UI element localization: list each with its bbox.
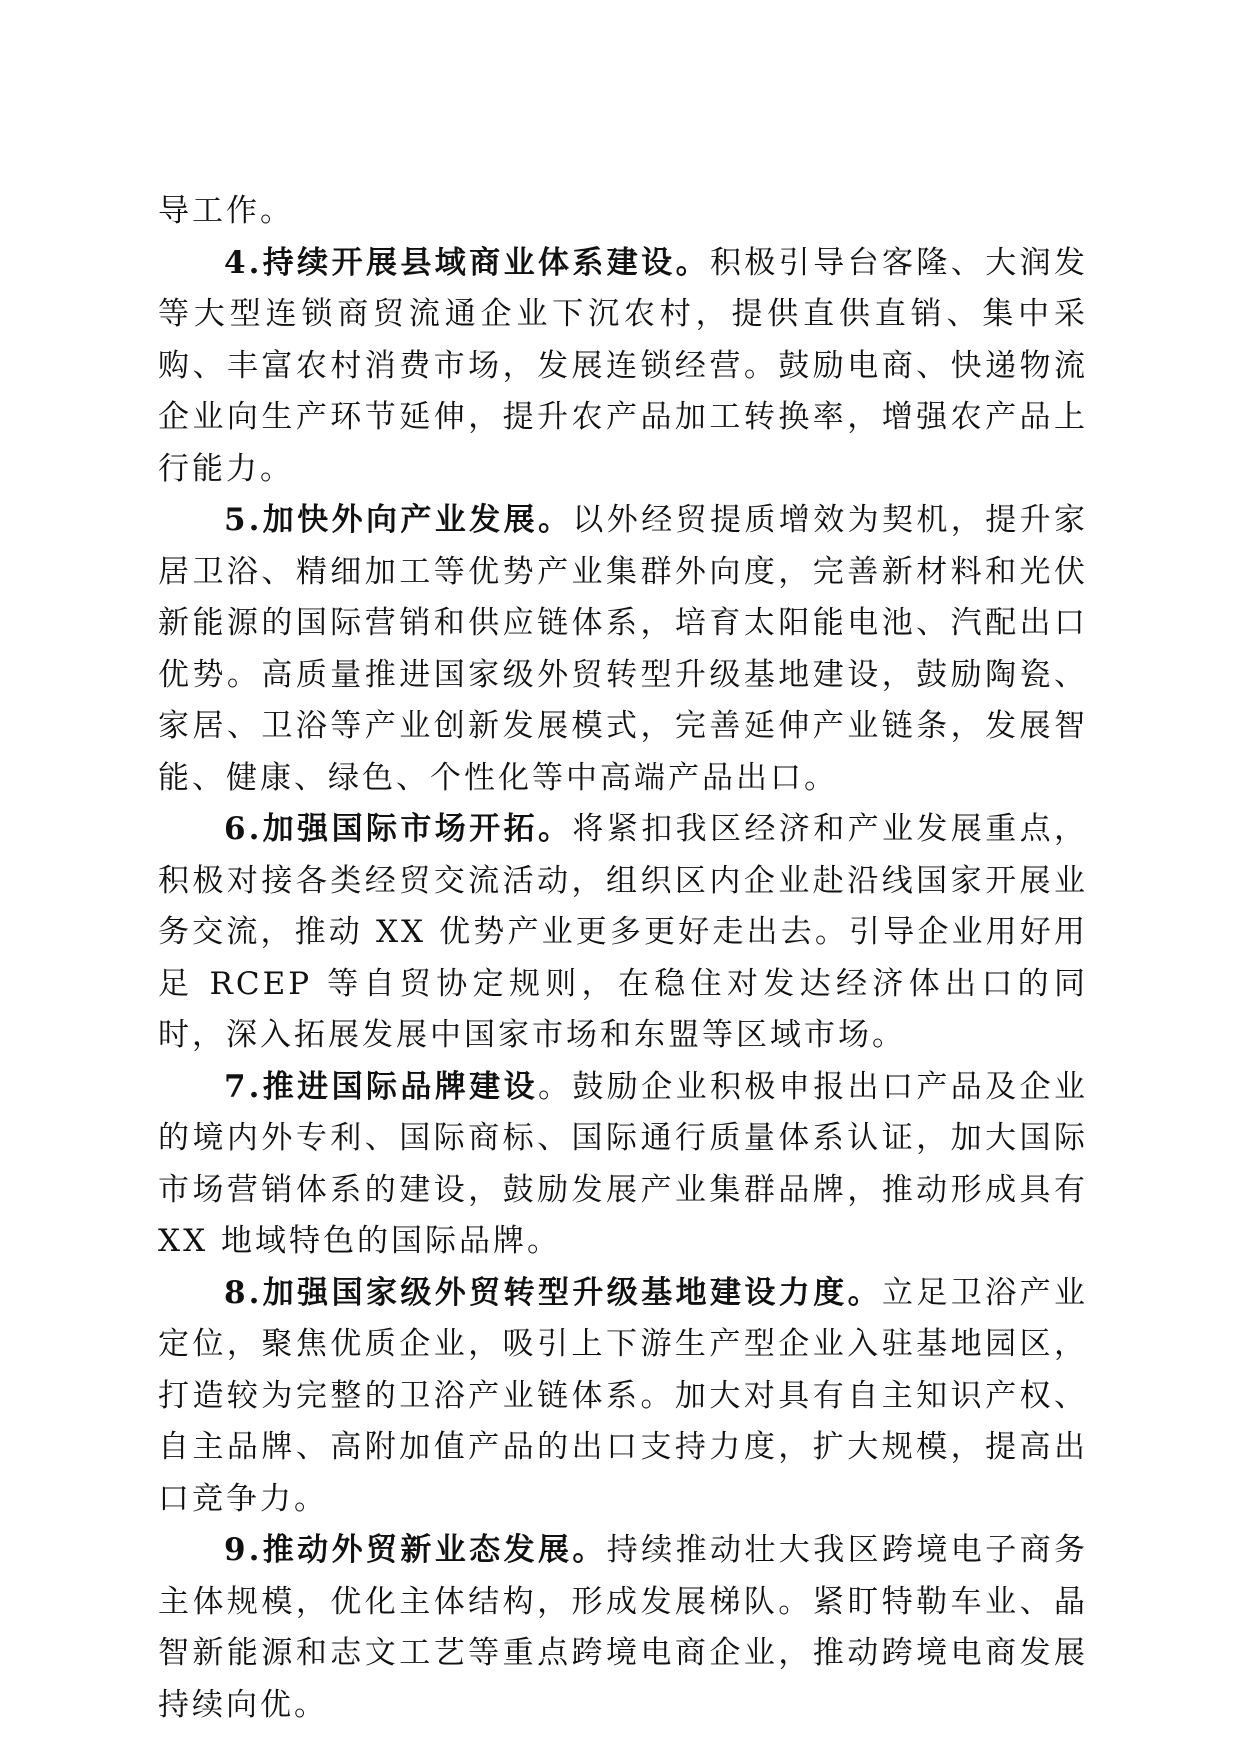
item-9-body: 持续推动壮大我区跨境电子商务主体规模，优化主体结构，形成发展梯队。紧盯特勒车业、晶智新能源和志文工艺等重点跨境电商企业，推动跨境电商发展持续向优。 bbox=[158, 1532, 1089, 1723]
item-8-body: 立足卫浴产业定位，聚焦优质企业，吸引上下游生产型企业入驻基地园区，打造较为完整的卫浴产业链体系。加大对具有自主知识产权、自主品牌、高附加值产品的出口支持力度，扩大规模，提高出口竞争力。 bbox=[158, 1274, 1089, 1517]
item-4-number: 4. bbox=[224, 244, 263, 281]
item-4-heading: 持续开展县域商业体系建设。 bbox=[262, 244, 710, 281]
item-7-heading: 推进国际品牌建设 bbox=[262, 1068, 538, 1105]
item-8-number: 8. bbox=[224, 1274, 263, 1311]
item-7-number: 7. bbox=[224, 1068, 263, 1105]
item-5-body: 以外经贸提质增效为契机，提升家居卫浴、精细加工等优势产业集群外向度，完善新材料和光伏新能源的国际营销和供应链体系，培育太阳能电池、汽配出口优势。高质量推进国家级外贸转型升级基地建设，鼓励陶瓷、家居、卫浴等产业创新发展模式，完善延伸产业链条，发展智能、健康、绿色、个性化等中高端产品出口。 bbox=[158, 502, 1089, 796]
document-page bbox=[158, 186, 1088, 1731]
item-6-heading: 加强国际市场开拓。 bbox=[262, 811, 573, 847]
item-8-paragraph bbox=[158, 1268, 1088, 1526]
item-9-paragraph bbox=[158, 1525, 1088, 1731]
item-7-body: 。鼓励企业积极申报出口产品及企业的境内外专利、国际商标、国际通行质量体系认证，加大国际市场营销体系的建设，鼓励发展产业集群品牌，推动形成具有 XX 地域特色的国际品牌。 bbox=[158, 1068, 1088, 1259]
item-9-number: 9. bbox=[224, 1532, 263, 1568]
item-6-body: 将紧扣我区经济和产业发展重点，积极对接各类经贸交流活动，组织区内企业赴沿线国家开展业务交流，推动 XX 优势产业更多更好走出去。引导企业用好用足 RCEP 等自贸协定规则，在稳住对发达经济体出口的同时，深入拓展发展中国家市场和东盟等区域市场。 bbox=[158, 811, 1089, 1053]
item-6-number: 6. bbox=[224, 811, 263, 847]
item-9-heading: 推动外贸新业态发展。 bbox=[262, 1532, 607, 1568]
continuation-text: 导工作。 bbox=[158, 193, 294, 229]
item-5-heading: 加快外向产业发展。 bbox=[262, 502, 573, 538]
item-4-paragraph bbox=[158, 238, 1088, 496]
item-7-paragraph bbox=[158, 1062, 1088, 1268]
item-6-paragraph bbox=[158, 804, 1088, 1062]
item-8-heading: 加强国家级外贸转型升级基地建设力度。 bbox=[262, 1274, 882, 1311]
item-5-number: 5. bbox=[224, 502, 263, 538]
item-4-body: 积极引导台客隆、大润发等大型连锁商贸流通企业下沉农村，提供直供直销、集中采购、丰富农村消费市场，发展连锁经营。鼓励电商、快递物流企业向生产环节延伸，提升农产品加工转换率，增强农产品上行能力。 bbox=[158, 244, 1089, 487]
item-5-paragraph bbox=[158, 495, 1088, 804]
